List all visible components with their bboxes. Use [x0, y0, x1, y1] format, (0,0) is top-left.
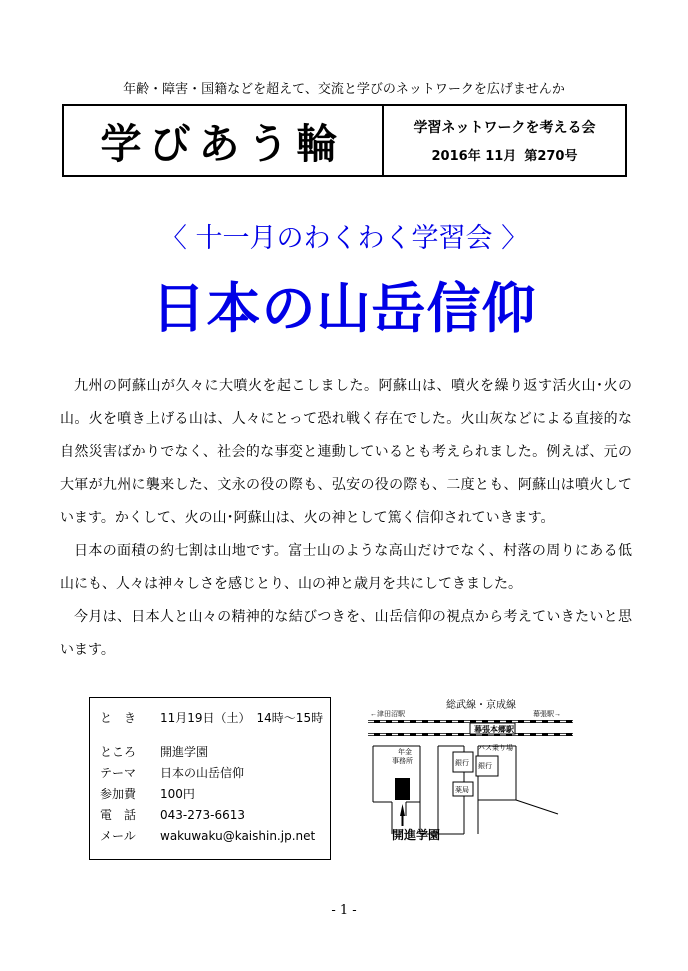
paragraph: 九州の阿蘇山が久々に大噴火を起こしました。阿蘇山は、噴火を繰り返す活火山･火の山。火を噴き上げる山は、人々にとって恐れ戦く存在でした。火山灰などによる直接的な自然災害ばかりでなく、社会的な事変と連動しているとも考えられました。例えば、元の大軍が九州に襲来した、文永の役の際も、弘安の役の際も、二度とも、阿蘇山は噴火しています。かくして、火の山･阿蘇山は、火の神として篤く信仰されていきます。: [60, 378, 632, 526]
pharmacy-label: 薬局: [455, 787, 469, 794]
access-map: [368, 694, 573, 850]
info-label: 参加費: [100, 787, 137, 801]
masthead: [62, 104, 627, 177]
masthead-info: [384, 106, 625, 175]
bus-stop-label: バス乗り場: [478, 745, 513, 752]
destination-marker: [395, 778, 410, 800]
info-value: 100円: [160, 787, 195, 801]
tagline: 年齢・障害・国籍などを超えて、交流と学びのネットワークを広げませんか: [123, 82, 565, 97]
destination-label: 開進学園: [392, 828, 441, 842]
arrow-up-icon: [400, 804, 405, 826]
bank2-label: 銀行: [478, 763, 492, 770]
subtitle: 〈 十一月のわくわく学習会 〉: [159, 223, 529, 254]
info-value: wakuwaku@kaishin.jp.net: [160, 828, 316, 843]
office-label-line2: 事務所: [392, 758, 413, 765]
newsletter-title: 学びあう輪: [64, 106, 384, 175]
event-info-box: [89, 697, 331, 860]
paragraph: 日本の面積の約七割は山地です。富士山のような高山だけでなく、村落の周りにある低山にも、人々は神々しさを感じとり、山の神と歳月を共にしてきました。: [60, 543, 632, 592]
info-row-place: [100, 741, 330, 762]
issue-number: 第270号: [524, 149, 578, 164]
issue-date: 2016年 11月: [431, 149, 517, 164]
bank1-label: 銀行: [455, 760, 469, 767]
right-station-label: 幕張駅→: [533, 711, 561, 718]
info-label: メール: [100, 829, 136, 843]
line-name: 総武線・京成線: [446, 700, 516, 711]
info-value: 開進学園: [160, 745, 209, 759]
main-title: 日本の山岳信仰: [151, 277, 537, 340]
info-label: ところ: [100, 745, 137, 759]
page-number: - 1 -: [331, 903, 357, 918]
organization-name: 学習ネットワークを考える会: [413, 120, 596, 136]
info-value: 11月19日（土） 14時～15時: [160, 711, 324, 725]
info-row-date: [100, 707, 330, 728]
info-label: 電 話: [100, 808, 137, 822]
issue-line: [432, 145, 578, 164]
info-value: 日本の山岳信仰: [160, 766, 245, 780]
info-value: 043-273-6613: [160, 807, 246, 822]
info-label: テーマ: [100, 766, 137, 780]
info-row-email: [100, 825, 330, 846]
station-label: 幕張本郷駅: [474, 725, 514, 734]
body-text: [60, 370, 632, 667]
info-row-phone: [100, 804, 330, 825]
info-row-fee: [100, 783, 330, 804]
paragraph: 今月は、日本人と山々の精神的な結びつきを、山岳信仰の視点から考えていきたいと思います。: [60, 609, 632, 658]
left-station-label: ←津田沼駅: [370, 711, 405, 718]
office-label-line1: 年金: [398, 749, 412, 756]
info-row-theme: [100, 762, 330, 783]
info-label: と き: [100, 711, 137, 725]
